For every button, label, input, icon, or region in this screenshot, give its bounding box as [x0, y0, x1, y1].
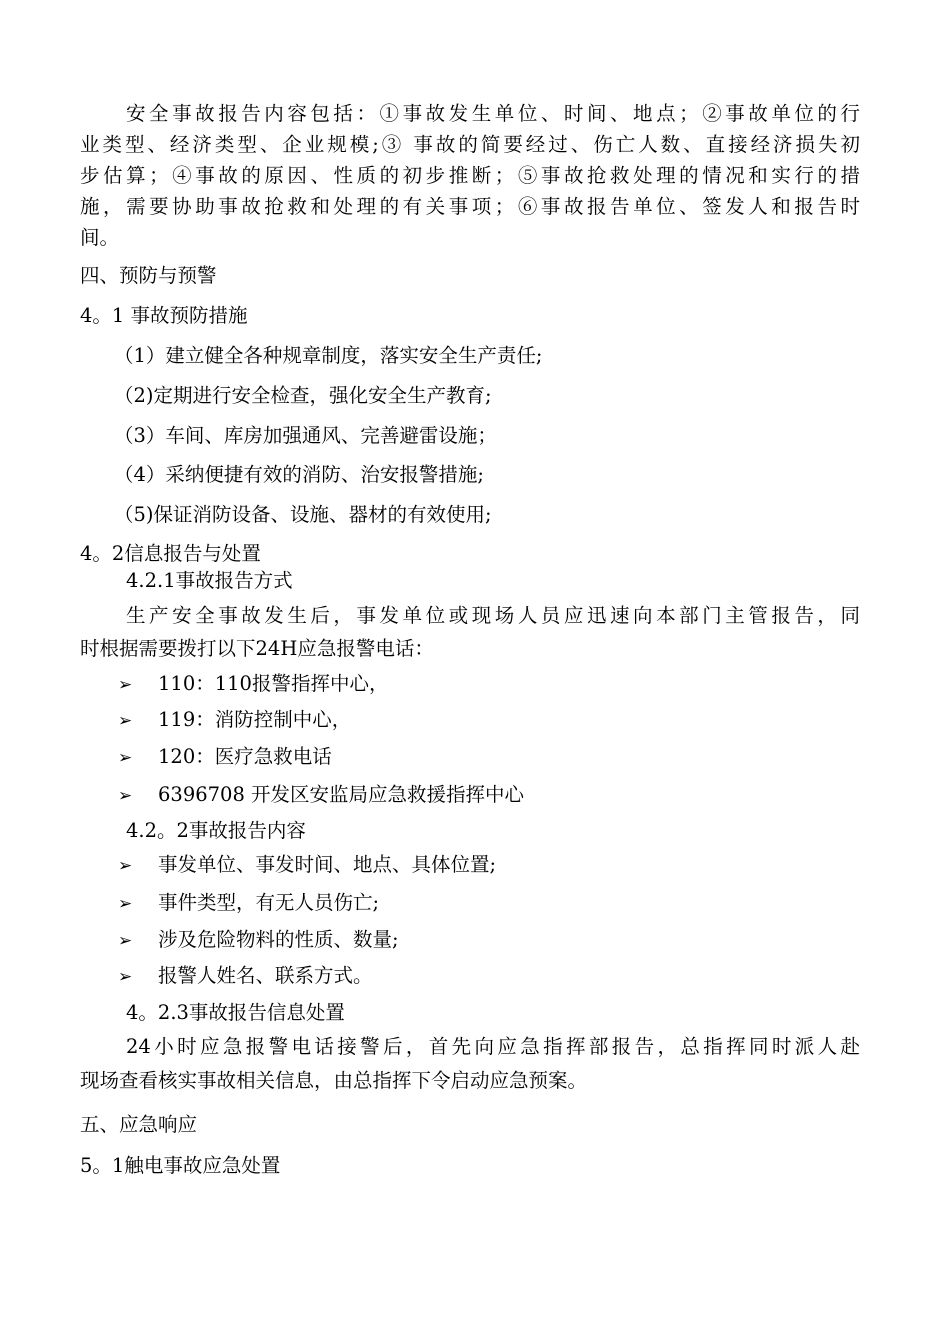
phone-bullet-text: 120：医疗急救电话 [158, 745, 332, 768]
phone-bullet-text: 110：110报警指挥中心， [158, 672, 389, 695]
para1-line-1: 安全事故报告内容包括：①事故发生单位、时间、地点；②事故单位的行 [126, 102, 860, 125]
section-4-2-heading: 4。2信息报告与处置 [80, 542, 261, 565]
content-bullet-text: 事件类型，有无人员伤亡; [158, 891, 380, 914]
phone-bullet-4 [118, 782, 524, 809]
para1-line-4: 施，需要协助事故抢救和处理的有关事项；⑥事故报告单位、签发人和报告时 [80, 195, 860, 218]
report-handling-line-1: 24小时应急报警电话接警后，首先向应急指挥部报告，总指挥同时派人赴 [126, 1035, 860, 1058]
para1-line-3: 步估算；④事故的原因、性质的初步推断；⑤事故抢救处理的情况和实行的措 [80, 164, 860, 187]
arrow-bullet-icon: ➢ [118, 786, 133, 806]
content-bullet-text: 报警人姓名、联系方式。 [158, 964, 373, 987]
prevention-item-3: （3）车间、库房加强通风、完善避雷设施； [114, 424, 497, 447]
prevention-item-1: （1）建立健全各种规章制度，落实安全生产责任; [114, 344, 543, 367]
arrow-bullet-icon: ➢ [118, 967, 133, 987]
content-bullet-3 [118, 927, 399, 954]
section-4-1-heading: 4。1 事故预防措施 [80, 304, 248, 327]
content-bullet-1 [118, 852, 496, 879]
section-5-heading: 五、应急响应 [80, 1113, 198, 1136]
report-handling-line-2: 现场查看核实事故相关信息，由总指挥下令启动应急预案。 [80, 1069, 588, 1092]
prevention-item-2: （2)定期进行安全检查，强化安全生产教育; [114, 384, 492, 407]
arrow-bullet-icon: ➢ [118, 931, 133, 951]
prevention-item-5: （5)保证消防设备、设施、器材的有效使用; [114, 503, 492, 526]
phone-bullet-text: 119：消防控制中心， [158, 708, 352, 731]
report-method-line-1: 生产安全事故发生后，事发单位或现场人员应迅速向本部门主管报告，同 [126, 604, 860, 627]
arrow-bullet-icon: ➢ [118, 856, 133, 876]
content-bullet-2 [118, 890, 379, 917]
content-bullet-4 [118, 963, 373, 990]
arrow-bullet-icon: ➢ [118, 711, 133, 731]
para1-line-5: 间。 [80, 226, 120, 249]
phone-bullet-3 [118, 744, 332, 771]
arrow-bullet-icon: ➢ [118, 894, 133, 914]
section-4-2-2-heading: 4.2。2事故报告内容 [126, 819, 306, 842]
arrow-bullet-icon: ➢ [118, 748, 133, 768]
section-4-2-1-heading: 4.2.1事故报告方式 [126, 569, 293, 592]
section-5-1-heading: 5。1触电事故应急处置 [80, 1154, 281, 1177]
prevention-item-4: （4）采纳便捷有效的消防、治安报警措施; [114, 463, 484, 486]
phone-bullet-2 [118, 707, 351, 734]
phone-bullet-text: 6396708 开发区安监局应急救援指挥中心 [158, 783, 525, 806]
section-4-2-3-heading: 4。2.3事故报告信息处置 [126, 1001, 345, 1024]
para1-line-2: 业类型、经济类型、企业规模;③ 事故的简要经过、伤亡人数、直接经济损失初 [80, 133, 860, 156]
phone-bullet-1 [118, 671, 388, 698]
arrow-bullet-icon: ➢ [118, 675, 133, 695]
content-bullet-text: 事发单位、事发时间、地点、具体位置; [158, 853, 497, 876]
content-bullet-text: 涉及危险物料的性质、数量; [158, 928, 399, 951]
report-method-line-2: 时根据需要拨打以下24H应急报警电话： [80, 637, 434, 660]
section-4-heading: 四、预防与预警 [80, 264, 217, 287]
